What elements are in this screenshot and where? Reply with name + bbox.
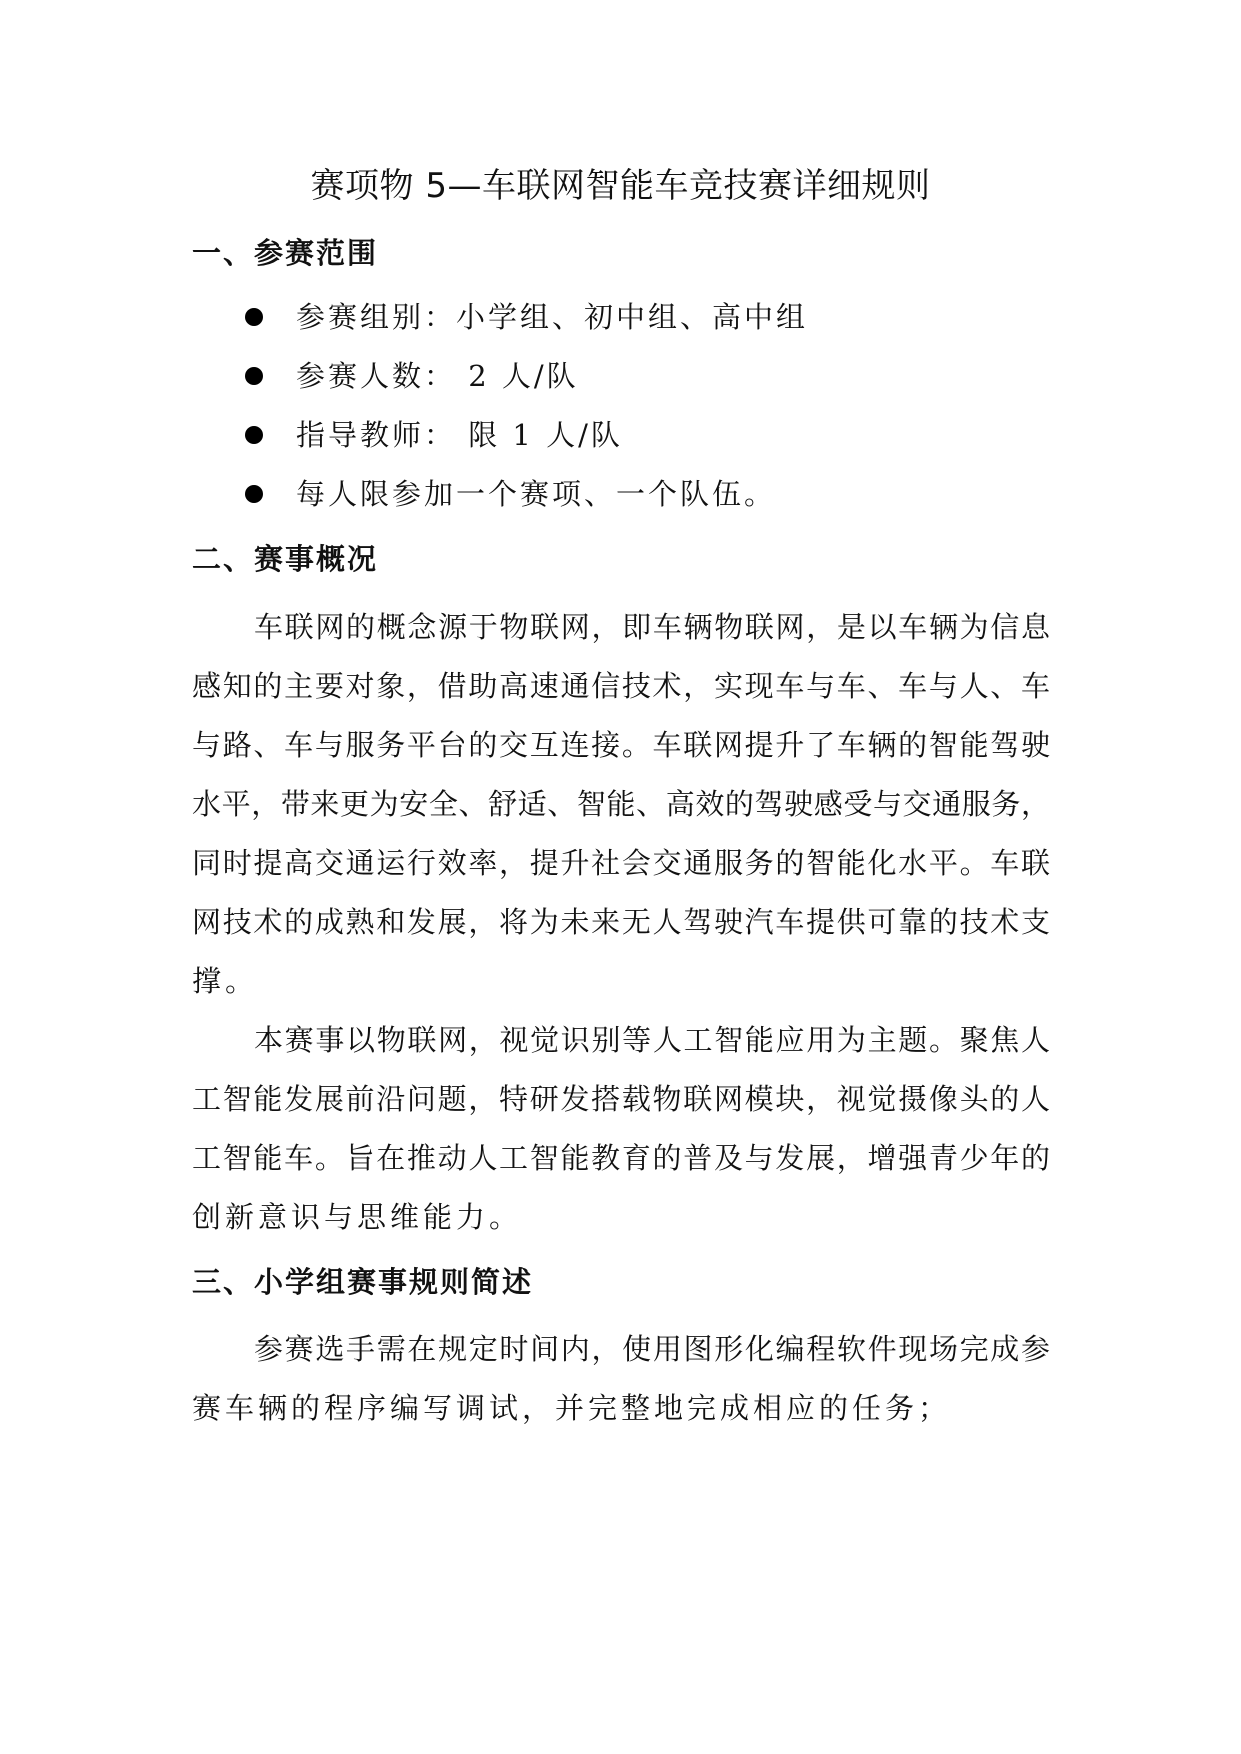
- paragraph-line: 参赛选手需在规定时间内，使用图形化编程软件现场完成参: [254, 1332, 1052, 1366]
- paragraph-line: 感知的主要对象，借助高速通信技术，实现车与车、车与人、车: [192, 669, 1052, 703]
- bullet-dot-icon: [245, 367, 263, 385]
- bullet-text: 参赛人数： 2 人/队: [296, 359, 579, 393]
- bullet-dot-icon: [245, 485, 263, 503]
- paragraph-line: 赛车辆的程序编写调试，并完整地完成相应的任务；: [192, 1391, 952, 1425]
- paragraph-line: 车联网的概念源于物联网，即车辆物联网，是以车辆为信息: [254, 610, 1052, 644]
- section-heading-primary-rules: 三、小学组赛事规则简述: [192, 1265, 534, 1299]
- paragraph-line: 撑。: [192, 964, 259, 998]
- paragraph-line: 本赛事以物联网，视觉识别等人工智能应用为主题。聚焦人: [254, 1023, 1052, 1057]
- bullet-text: 参赛组别：小学组、初中组、高中组: [296, 300, 809, 334]
- paragraph-line: 网技术的成熟和发展，将为未来无人驾驶汽车提供可靠的技术支: [192, 905, 1052, 939]
- document-title: 赛项物 5—车联网智能车竞技赛详细规则: [310, 166, 931, 206]
- paragraph-line: 工智能发展前沿问题，特研发搭载物联网模块，视觉摄像头的人: [192, 1082, 1052, 1116]
- section-heading-overview: 二、赛事概况: [192, 542, 379, 576]
- section-heading-participation: 一、参赛范围: [192, 236, 379, 270]
- paragraph-line: 同时提高交通运行效率，提升社会交通服务的智能化水平。车联: [192, 846, 1052, 880]
- bullet-dot-icon: [245, 308, 263, 326]
- paragraph-line: 创新意识与思维能力。: [192, 1200, 523, 1234]
- bullet-text: 指导教师： 限 1 人/队: [296, 418, 623, 452]
- paragraph-line: 与路、车与服务平台的交互连接。车联网提升了车辆的智能驾驶: [192, 728, 1052, 762]
- bullet-dot-icon: [245, 426, 263, 444]
- paragraph-line: 工智能车。旨在推动人工智能教育的普及与发展，增强青少年的: [192, 1141, 1052, 1175]
- bullet-text: 每人限参加一个赛项、一个队伍。: [296, 477, 777, 511]
- paragraph-line: 水平，带来更为安全、舒适、智能、高效的驾驶感受与交通服务，: [192, 787, 1051, 821]
